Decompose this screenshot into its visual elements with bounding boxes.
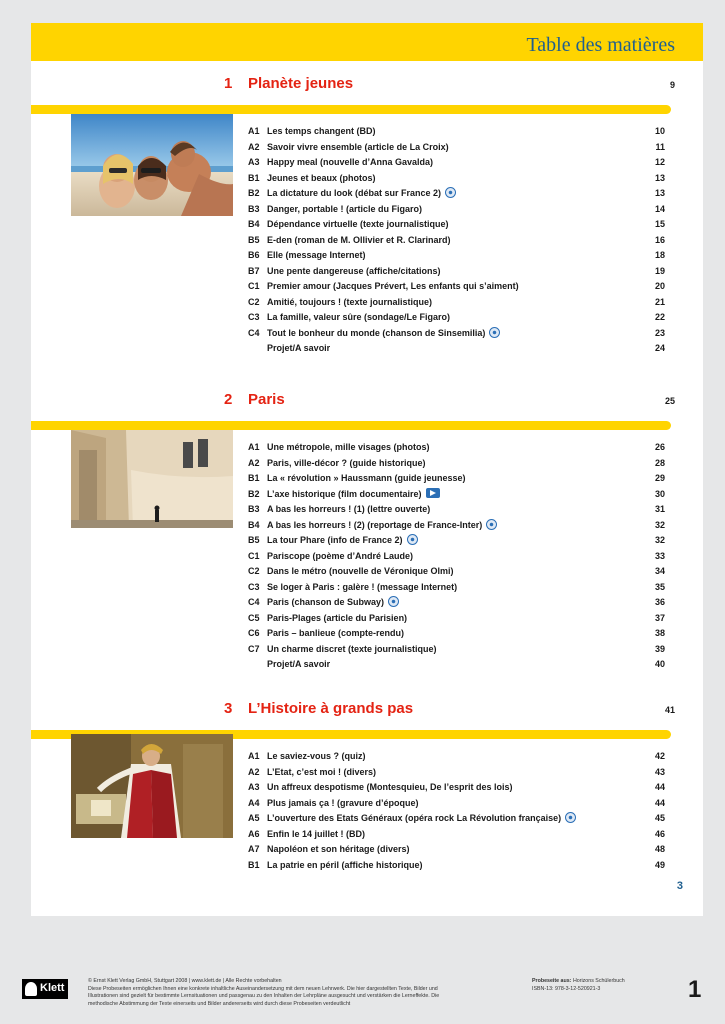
entry-title: Plus jamais ça ! (gravure d’époque) <box>267 797 419 808</box>
entry-page: 36 <box>654 597 665 607</box>
entry-title: Happy meal (nouvelle d’Anna Gavalda) <box>267 157 434 167</box>
entry-title: L’axe historique (film documentaire) <box>267 488 422 499</box>
footer <box>0 960 725 1024</box>
isbn: ISBN-13: 978-3-12-520921-3 <box>532 985 601 992</box>
toc-entry <box>248 217 665 233</box>
chapter-title: Paris <box>248 391 285 408</box>
cd-icon <box>445 187 456 198</box>
entry-title: Une métropole, mille visages (photos) <box>267 442 430 452</box>
entry-list <box>248 749 665 873</box>
chapter-image-building <box>71 430 233 528</box>
entry-page: 39 <box>654 643 665 654</box>
entry-code: C3 <box>248 312 260 322</box>
entry-title: Paris (chanson de Subway) <box>267 597 385 607</box>
cd-icon <box>489 327 500 338</box>
chapter-image-napoleon <box>71 734 233 838</box>
entry-title: A bas les horreurs ! (1) (lettre ouverte) <box>267 504 431 514</box>
entry-page: 11 <box>655 141 665 152</box>
entry-page: 32 <box>654 519 665 530</box>
entry-title: Amitié, toujours ! (texte journalistique) <box>267 296 433 307</box>
entry-title: Une pente dangereuse (affiche/citations) <box>267 265 441 276</box>
klett-logo-mark <box>25 982 37 996</box>
toc-entry <box>248 155 665 171</box>
entry-title: La tour Phare (info de France 2) <box>267 535 403 545</box>
toc-entry <box>248 611 665 627</box>
entry-code: B7 <box>248 265 260 276</box>
entry-title: Tout le bonheur du monde (chanson de Sinsemilia) <box>267 327 486 338</box>
entry-page: 13 <box>654 172 665 183</box>
chapter-band <box>31 421 671 430</box>
entry-page: 38 <box>654 628 665 638</box>
toc-entry <box>248 140 665 156</box>
toc-entry <box>248 626 665 642</box>
entry-title: La « révolution » Haussmann (guide jeunesse) <box>267 473 466 483</box>
klett-logo-text: Klett <box>40 982 65 994</box>
legal-line: © Ernst Klett Verlag GmbH, Stuttgart 2008 | www.klett.de | Alle Rechte vorbehalten <box>88 978 282 984</box>
toc-entry <box>248 248 665 264</box>
entry-code: A6 <box>248 828 260 839</box>
entry-title: Pariscope (poème d’André Laude) <box>267 550 414 561</box>
toc-entry <box>248 456 665 472</box>
sample-book: Horizons Schülerbuch <box>572 978 625 984</box>
entry-code: A2 <box>248 766 260 777</box>
toc-entry <box>248 518 665 534</box>
entry-code: C7 <box>248 643 260 654</box>
chapter-header <box>31 75 703 97</box>
entry-code: A7 <box>248 844 260 854</box>
entry-code: A1 <box>248 442 260 452</box>
toc-entry <box>248 842 665 858</box>
toc-entry <box>248 279 665 295</box>
entry-page: 42 <box>654 751 665 761</box>
cd-icon <box>388 596 399 607</box>
chapter-page: 9 <box>669 80 675 90</box>
entry-list <box>248 124 665 357</box>
entry-title: Dépendance virtuelle (texte journalistique) <box>267 219 449 229</box>
legal-line: Illustrationen sind gezielt für bestimmte Lernsituationen und passgenau zu den Inhalten der Lehrpläne ausgesucht und verstärken die Lerneffekte. Die <box>88 993 440 999</box>
entry-page: 26 <box>654 442 665 452</box>
entry-code: C4 <box>248 327 260 338</box>
entry-code: C3 <box>248 581 260 592</box>
entry-title: Se loger à Paris : galère ! (message Internet) <box>267 581 458 592</box>
entry-code: B4 <box>248 219 260 229</box>
entry-page: 14 <box>654 203 665 214</box>
chapter-number: 1 <box>224 75 233 92</box>
entry-title: Danger, portable ! (article du Figaro) <box>267 203 423 214</box>
entry-page: 13 <box>654 188 665 198</box>
toc-entry <box>248 765 665 781</box>
entry-page: 16 <box>654 234 665 245</box>
entry-page: 22 <box>654 312 665 322</box>
entry-code: C2 <box>248 566 260 576</box>
entry-page: 45 <box>654 813 665 823</box>
entry-code: B5 <box>248 234 260 245</box>
toc-entry <box>248 171 665 187</box>
entry-code: C4 <box>248 597 260 607</box>
entry-title: Le saviez-vous ? (quiz) <box>267 751 366 761</box>
entry-title: Les temps changent (BD) <box>267 126 376 136</box>
chapter-page: 41 <box>664 705 675 715</box>
sheet-number: 1 <box>688 976 702 1003</box>
toc-entry <box>248 124 665 140</box>
toc-entry <box>248 580 665 596</box>
entry-page: 15 <box>654 219 665 229</box>
chapter-page: 25 <box>664 396 675 406</box>
entry-page: 30 <box>654 488 665 499</box>
entry-page: 49 <box>654 859 665 870</box>
entry-title: Premier amour (Jacques Prévert, Les enfants qui s’aiment) <box>267 281 519 291</box>
entry-page: 21 <box>654 296 665 307</box>
entry-title: Dans le métro (nouvelle de Véronique Olmi) <box>267 566 454 576</box>
entry-code: C6 <box>248 628 260 638</box>
entry-title: Paris – banlieue (compte-rendu) <box>267 628 405 638</box>
entry-title: La famille, valeur sûre (sondage/Le Figaro) <box>267 312 451 322</box>
entry-code: C1 <box>248 550 260 561</box>
entry-title: A bas les horreurs ! (2) (reportage de France-Inter) <box>267 519 483 530</box>
entry-code: B1 <box>248 172 260 183</box>
entry-page: 33 <box>654 550 665 561</box>
entry-page: 31 <box>654 504 665 514</box>
entry-code: C5 <box>248 612 260 623</box>
toc-entry <box>248 780 665 796</box>
page-number: 3 <box>676 880 683 892</box>
entry-code: A3 <box>248 157 260 167</box>
toc-entry <box>248 642 665 658</box>
toc-entry <box>248 549 665 565</box>
entry-list <box>248 440 665 673</box>
entry-code: A3 <box>248 782 260 792</box>
entry-page: 19 <box>654 265 665 276</box>
chapter-image-beach <box>71 114 233 216</box>
toc-entry <box>248 858 665 874</box>
entry-page: 23 <box>654 327 665 338</box>
entry-title: Paris-Plages (article du Parisien) <box>267 612 408 623</box>
entry-page: 44 <box>654 782 665 792</box>
chapter-header <box>31 700 703 722</box>
entry-title: Elle (message Internet) <box>267 250 366 260</box>
entry-code: C2 <box>248 296 260 307</box>
entry-title: L’Etat, c’est moi ! (divers) <box>267 766 377 777</box>
entry-page: 12 <box>654 157 665 167</box>
entry-code: B6 <box>248 250 260 260</box>
toc-entry <box>248 341 665 357</box>
entry-page: 43 <box>654 766 665 777</box>
legal-notice <box>88 978 488 1008</box>
sample-label: Probeseite aus: <box>532 978 572 984</box>
entry-title: Un affreux despotisme (Montesquieu, De l’esprit des lois) <box>267 782 513 792</box>
entry-code: A5 <box>248 813 260 823</box>
entry-title: Projet/A savoir <box>267 343 331 353</box>
entry-page: 37 <box>654 612 665 623</box>
entry-title: L’ouverture des Etats Généraux (opéra rock La Révolution française) <box>267 813 562 823</box>
entry-code: A2 <box>248 141 260 152</box>
entry-code: A4 <box>248 797 260 808</box>
entry-page: 24 <box>654 343 665 353</box>
entry-page: 32 <box>654 535 665 545</box>
toc-entry <box>248 440 665 456</box>
toc-entry <box>248 487 665 503</box>
toc-entry <box>248 749 665 765</box>
entry-title: La patrie en péril (affiche historique) <box>267 859 423 870</box>
entry-page: 44 <box>654 797 665 808</box>
chapter-number: 2 <box>224 391 233 408</box>
entry-code: A2 <box>248 457 260 468</box>
toc-entry <box>248 827 665 843</box>
entry-title: Paris, ville-décor ? (guide historique) <box>267 457 426 468</box>
toc-entry <box>248 202 665 218</box>
chapter-title: Planète jeunes <box>248 75 354 92</box>
entry-title: Projet/A savoir <box>267 659 331 669</box>
toc-entry <box>248 533 665 549</box>
entry-page: 40 <box>654 659 665 669</box>
toc-entry <box>248 326 665 342</box>
film-icon <box>426 488 440 498</box>
entry-code: B1 <box>248 859 260 870</box>
legal-line: Diese Probeseiten ermöglichen Ihnen eine konkrete inhaltliche Auseinandersetzung mit dem neuen Lehrwerk. Die hier dargestellten Texte, Bilder und <box>88 985 438 992</box>
toc-entry <box>248 264 665 280</box>
toc-entry <box>248 657 665 673</box>
toc-entry <box>248 186 665 202</box>
entry-page: 34 <box>654 566 665 576</box>
cd-icon <box>486 519 497 530</box>
entry-code: B4 <box>248 519 260 530</box>
entry-code: B2 <box>248 188 260 198</box>
toc-entry <box>248 796 665 812</box>
page-title: Table des matières <box>526 34 675 56</box>
entry-title: Napoléon et son héritage (divers) <box>267 844 410 854</box>
entry-title: Savoir vivre ensemble (article de La Croix) <box>267 141 449 152</box>
entry-title: La dictature du look (débat sur France 2) <box>267 188 442 198</box>
entry-title: Un charme discret (texte journalistique) <box>267 643 437 654</box>
entry-code: B1 <box>248 473 260 483</box>
entry-page: 46 <box>654 828 665 839</box>
chapter-title: L’Histoire à grands pas <box>248 700 414 717</box>
entry-code: B2 <box>248 488 260 499</box>
toc-entry <box>248 502 665 518</box>
entry-page: 28 <box>654 457 665 468</box>
klett-logo <box>22 979 68 999</box>
entry-code: B3 <box>248 504 260 514</box>
page <box>31 23 703 916</box>
toc-entry <box>248 310 665 326</box>
entry-page: 48 <box>654 844 665 854</box>
entry-page: 35 <box>654 581 665 592</box>
entry-code: B3 <box>248 203 260 214</box>
sample-info <box>532 978 652 993</box>
toc-entry <box>248 471 665 487</box>
cd-icon <box>565 812 576 823</box>
entry-code: B5 <box>248 535 260 545</box>
chapter-number: 3 <box>224 700 233 717</box>
entry-page: 20 <box>654 281 665 291</box>
toc-entry <box>248 811 665 827</box>
entry-page: 18 <box>654 250 665 260</box>
entry-code: C1 <box>248 281 260 291</box>
entry-title: Enfin le 14 juillet ! (BD) <box>267 828 366 839</box>
entry-title: E-den (roman de M. Ollivier et R. Clarinard) <box>267 234 451 245</box>
chapter-header <box>31 391 703 413</box>
legal-line: methodische Abstimmung der Texte einerseits und Bilder andererseits wird durch diese Probeseiten verdeutlicht <box>88 1000 351 1007</box>
entry-page: 10 <box>654 126 665 136</box>
entry-code: A1 <box>248 751 260 761</box>
toc-entry <box>248 564 665 580</box>
toc-entry <box>248 233 665 249</box>
entry-title: Jeunes et beaux (photos) <box>267 172 376 183</box>
cd-icon <box>407 534 418 545</box>
toc-entry <box>248 295 665 311</box>
toc-entry <box>248 595 665 611</box>
entry-code: A1 <box>248 126 260 136</box>
entry-page: 29 <box>654 473 665 483</box>
header-band <box>31 23 703 61</box>
chapter-band <box>31 105 671 114</box>
